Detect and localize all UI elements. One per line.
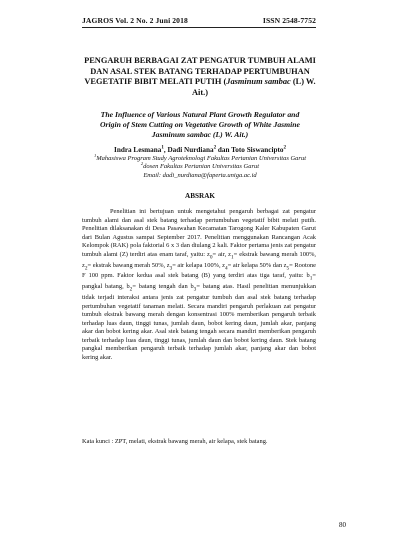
journal-citation: JAGROS Vol. 2 No. 2 Juni 2018	[82, 16, 188, 25]
affiliation-1-text: Mahasiswa Program Study Agroteknologi Fakultas Pertanian Universitas Garut	[96, 155, 307, 162]
abstract-heading: ABSRAK	[185, 192, 215, 200]
author-line	[84, 146, 316, 154]
contact-email: Email: dadi_nurdiana@faperta.uniga.ac.id	[143, 171, 257, 179]
affiliation-1-mark: 1	[93, 152, 97, 158]
abstract-text: = ekstrak bawang merah 50%, z	[87, 261, 170, 269]
author-2: , Dadi Nurdiana	[163, 146, 214, 154]
abstract-text: = air kelapa 100%, z	[172, 261, 225, 269]
subscript: 4	[225, 264, 228, 271]
author-1-mark: 1	[161, 145, 164, 151]
title-main: PENGARUH BERBAGAI ZAT PENGATUR TUMBUH ALAMI DAN ASAL STEK BATANG TERHADAP PERTUMBUHAN VEGETATIF BIBIT MELATI PUTIH (	[84, 56, 316, 87]
subscript: 1	[309, 275, 313, 282]
abstract-text: Penelitian ini bertujuan untuk mengetahui pengaruh berbagai zat pengatur tumbuh alami dan asal stek batang terhadap pertumbuhan vegetatif bibit melati putih. Penelitian dilaksanakan di Desa Pasawahan Kecamatan Tarogong Kaler Kabupaten Garut dari Bulan Agustus sampai September 2017. Penelitian menggunakan Rancangan Acak Kelompok (RAK) pola faktorial 6 x 3 dan diulang 2 kali. Faktor pertama jenis zat pengatur tumbuh alami (Z) terdiri atas enam taraf, yaitu: z	[82, 208, 316, 258]
header-divider	[82, 27, 316, 28]
keywords: Kata kunci : ZPT, melati, ekstrak bawang merah, air kelapa, stek batang.	[82, 438, 268, 445]
page-number: 80	[339, 521, 346, 529]
running-header	[82, 16, 316, 25]
title-species: Jasminum sambac	[226, 77, 291, 87]
abstract-text: = batang tengah dan b	[132, 283, 194, 291]
issn-label: ISSN 2548-7752	[262, 16, 316, 25]
author-3: dan Toto Siswancipto	[216, 146, 284, 154]
subscript: 3	[193, 286, 197, 293]
abstract-text: = batang atas. Hasil penelitian menunjukkan tidak terjadi interaksi antara jenis zat pengatur tumbuh dan asal stek batang terhadap pertumbuhan vegetatif tanaman melati. Secara mandiri pengaruh perlakuan zat pengatur tumbuh ekstrak bawang merah dengan konsentrasi 100% memberikan pengaruh terbaik terhadap luas daun, tinggi tunas, jumlah daun, bobot kering daun, jumlah akar, panjang akar dan bobot kering akar. Asal stek batang tengah secara mandiri memberikan pengaruh terbaik terhadap luas daun, tinggi tunas, jumlah daun dan bobot kering daun. Stek batang pangkal memberikan pengaruh terbaik terhadap jumlah akar, panjang akar dan bobot kering akar.	[82, 283, 316, 361]
abstract-body	[82, 208, 316, 362]
english-title: The Influence of Various Natural Plant Growth Regulator and Origin of Stem Cutting on Vegetative Growth of White Jasmine Jasminum sambac (L) W. Ait.)	[100, 110, 300, 139]
affiliation-2	[84, 163, 316, 171]
abstract-text: = air kelapa 50% dan z	[227, 261, 287, 269]
subscript: 0	[209, 254, 213, 261]
affiliation-2-text: dosen Fakultas Pertanian Universitas Garut	[143, 163, 260, 171]
paper-title	[84, 56, 316, 98]
author-1: Indra Lesmana	[114, 146, 162, 154]
abstract-text: = pangkal batang, b	[82, 272, 316, 291]
subscript: 1	[231, 254, 234, 261]
author-2-mark: 2	[213, 145, 217, 151]
subscript: 3	[169, 264, 173, 271]
abstract-text: = air, z	[212, 250, 231, 258]
abstract-text: = Rootone F 100 ppm. Faktor kedua asal stek batang (B) yang terdiri atas tiga taraf, yaitu: b	[82, 261, 316, 280]
subscript: 2	[129, 286, 133, 293]
title-tail: (L) W. Ait.)	[191, 77, 316, 97]
subscript: 5	[286, 264, 290, 271]
author-3-mark: 2	[283, 145, 286, 151]
affiliation-2-mark: 2	[140, 161, 144, 167]
subscript: 2	[84, 264, 88, 271]
affiliations	[84, 152, 316, 180]
abstract-text: = ekstrak bawang merah 100%, z	[82, 250, 317, 269]
